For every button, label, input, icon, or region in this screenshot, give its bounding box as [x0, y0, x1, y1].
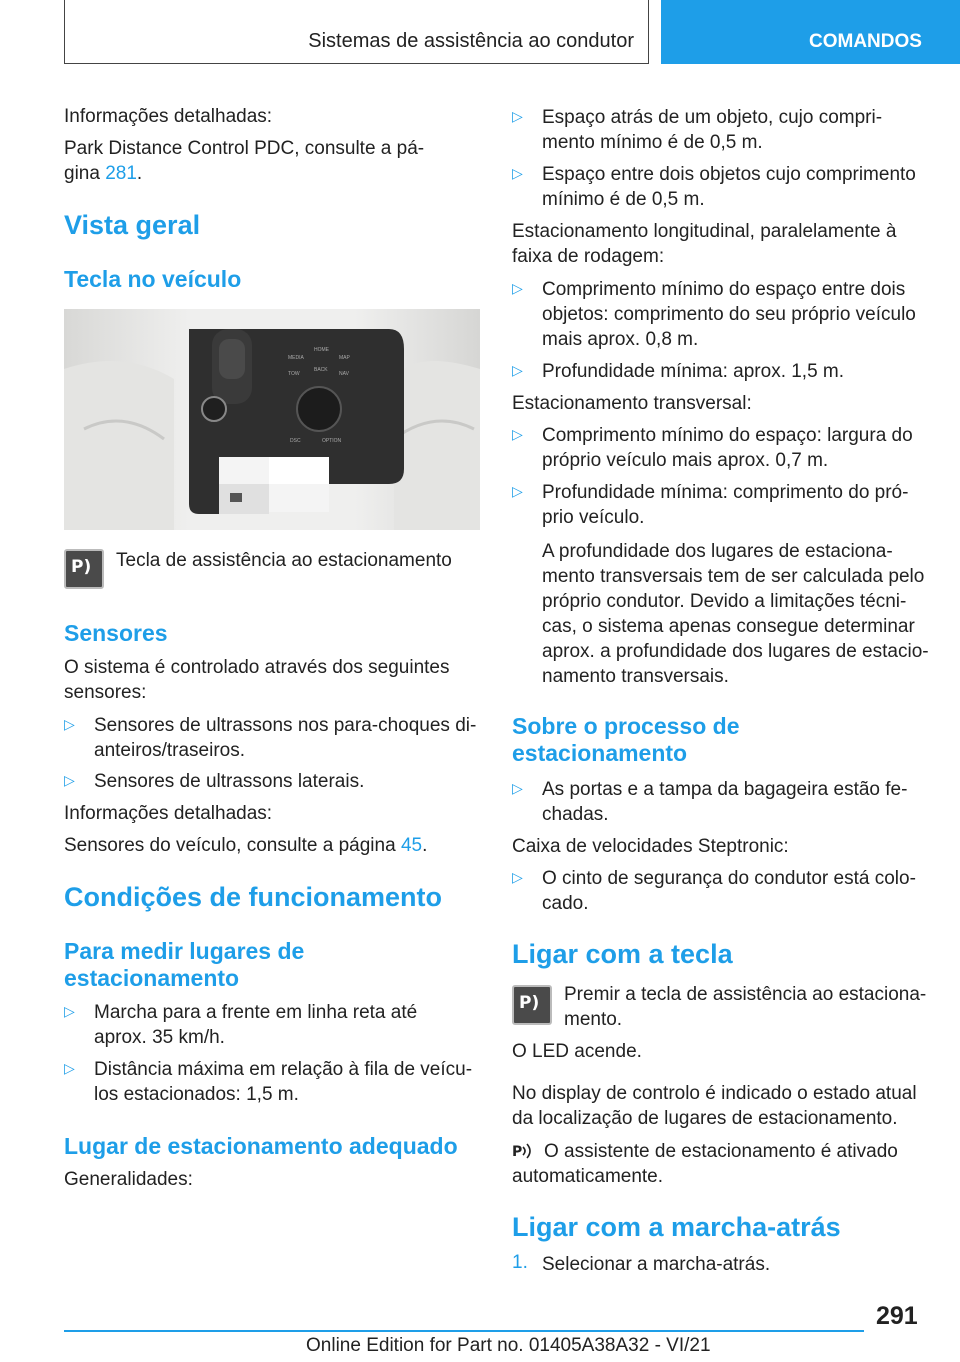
paragraph: automaticamente.	[512, 1166, 664, 1187]
triangle-right-icon: ▷	[512, 362, 523, 378]
note-text: cas, o sistema apenas consegue determinar	[542, 616, 915, 637]
note-text: mento transversais tem de ser calculada pelo	[542, 566, 925, 587]
svg-text:MEDIA: MEDIA	[288, 355, 304, 361]
note-text: A profundidade dos lugares de estaciona-	[542, 541, 893, 562]
note-text: próprio condutor. Devido a limitações técni-	[542, 591, 907, 612]
triangle-right-icon: ▷	[512, 483, 523, 499]
triangle-right-icon: ▷	[64, 1060, 75, 1076]
list-item: cado.	[542, 893, 589, 914]
page-link-281[interactable]: 281	[105, 163, 137, 184]
list-item: As portas e a tampa da bagageira estão fe-	[542, 779, 908, 800]
list-item: O cinto de segurança do condutor está colo-	[542, 868, 916, 889]
list-item: anteiros/traseiros.	[94, 740, 246, 761]
parking-assist-icon: P)	[512, 985, 552, 1025]
heading-sobre-processo: Sobre o processo de	[512, 713, 740, 739]
edition-text: Online Edition for Part no. 01405A38A32 - VI/21	[306, 1335, 711, 1356]
list-item: próprio veículo mais aprox. 0,7 m.	[542, 450, 829, 471]
svg-text:NAV: NAV	[339, 371, 349, 377]
svg-text:OPTION: OPTION	[322, 438, 342, 444]
triangle-right-icon: ▷	[512, 165, 523, 181]
svg-text:P: P	[512, 1144, 523, 1160]
text: .	[422, 835, 428, 856]
list-item: Distância máxima em relação à fila de veícu-	[94, 1059, 473, 1080]
svg-text:MAP: MAP	[339, 355, 350, 361]
list-item: chadas.	[542, 804, 609, 825]
list-item: Sensores de ultrassons nos para-choques di-	[94, 715, 477, 736]
list-item: mais aprox. 0,8 m.	[542, 329, 699, 350]
triangle-right-icon: ▷	[64, 772, 75, 788]
paragraph: Park Distance Control PDC, consulte a pá-	[64, 138, 425, 159]
heading-ligar-tecla: Ligar com a tecla	[512, 939, 733, 969]
paragraph: mento.	[564, 1009, 623, 1030]
triangle-right-icon: ▷	[512, 869, 523, 885]
step-number: 1.	[512, 1252, 528, 1273]
svg-text:HOME: HOME	[314, 347, 329, 353]
note-text: aprox. a profundidade dos lugares de estacio-	[542, 641, 929, 662]
list-item: mínimo é de 0,5 m.	[542, 189, 705, 210]
text: gina	[64, 163, 100, 184]
paragraph: sensores:	[64, 682, 147, 703]
heading-sensores: Sensores	[64, 620, 168, 646]
heading-medir: estacionamento	[64, 965, 240, 991]
paragraph: O LED acende.	[512, 1041, 642, 1062]
list-item: Comprimento mínimo do espaço: largura do	[542, 425, 913, 446]
page-number: 291	[876, 1302, 918, 1330]
paragraph: Estacionamento transversal:	[512, 393, 752, 414]
parking-assist-small-icon	[512, 1141, 536, 1161]
heading-tecla-veiculo: Tecla no veículo	[64, 266, 242, 292]
footer-divider	[64, 1330, 864, 1332]
page-link-45[interactable]: 45	[400, 835, 423, 856]
paragraph: O sistema é controlado através dos seguintes	[64, 657, 450, 678]
triangle-right-icon: ▷	[64, 1003, 75, 1019]
header-box	[64, 0, 649, 64]
text: .	[136, 163, 143, 184]
section-tab-label: COMANDOS	[809, 31, 922, 52]
svg-text:DSC: DSC	[290, 438, 301, 444]
paragraph: Generalidades:	[64, 1169, 193, 1190]
triangle-right-icon: ▷	[512, 426, 523, 442]
heading-medir: Para medir lugares de	[64, 938, 305, 964]
chapter-title: Sistemas de assistência ao condutor	[308, 30, 634, 52]
text: Sensores do veículo, consulte a página	[64, 835, 396, 856]
paragraph: O assistente de estacionamento é ativado	[544, 1141, 898, 1162]
heading-condicoes: Condições de funcionamento	[64, 882, 443, 912]
list-item: Marcha para a frente em linha reta até	[94, 1002, 418, 1023]
step-text: Selecionar a marcha-atrás.	[542, 1254, 771, 1275]
list-item: Profundidade mínima: aprox. 1,5 m.	[542, 361, 845, 382]
paragraph: da localização de lugares de estacionamento.	[512, 1108, 898, 1129]
center-console-photo	[64, 309, 480, 530]
paragraph: faixa de rodagem:	[512, 246, 665, 267]
heading-sobre-processo: estacionamento	[512, 740, 688, 766]
heading-ligar-marcha: Ligar com a marcha-atrás	[512, 1212, 841, 1242]
paragraph	[64, 161, 142, 186]
svg-text:TOW: TOW	[288, 371, 300, 377]
list-item: mento mínimo é de 0,5 m.	[542, 132, 763, 153]
note-text: namento transversais.	[542, 666, 729, 687]
paragraph: Premir a tecla de assistência ao estaciona-	[564, 984, 927, 1005]
triangle-right-icon: ▷	[512, 280, 523, 296]
triangle-right-icon: ▷	[512, 780, 523, 796]
image-caption: Tecla de assistência ao estacionamento	[116, 550, 452, 571]
paragraph	[64, 833, 427, 858]
paragraph: Informações detalhadas:	[64, 106, 273, 127]
list-item: aprox. 35 km/h.	[94, 1027, 225, 1048]
list-item: los estacionados: 1,5 m.	[94, 1084, 299, 1105]
list-item: objetos: comprimento do seu próprio veículo	[542, 304, 916, 325]
heading-vista-geral: Vista geral	[64, 210, 201, 240]
paragraph: No display de controlo é indicado o estado atual	[512, 1083, 917, 1104]
triangle-right-icon: ▷	[64, 716, 75, 732]
heading-lugar-adequado: Lugar de estacionamento adequado	[64, 1133, 458, 1159]
svg-text:BACK: BACK	[314, 367, 328, 373]
paragraph: Estacionamento longitudinal, paralelamente à	[512, 221, 897, 242]
triangle-right-icon: ▷	[512, 108, 523, 124]
parking-assist-icon: P)	[64, 549, 104, 589]
list-item: Sensores de ultrassons laterais.	[94, 771, 365, 792]
paragraph: Informações detalhadas:	[64, 803, 273, 824]
paragraph: Caixa de velocidades Steptronic:	[512, 836, 789, 857]
list-item: Espaço atrás de um objeto, cujo compri-	[542, 107, 883, 128]
section-tab[interactable]	[661, 0, 960, 64]
list-item: Comprimento mínimo do espaço entre dois	[542, 279, 906, 300]
list-item: Espaço entre dois objetos cujo comprimento	[542, 164, 916, 185]
list-item: prio veículo.	[542, 507, 645, 528]
list-item: Profundidade mínima: comprimento do pró-	[542, 482, 909, 503]
